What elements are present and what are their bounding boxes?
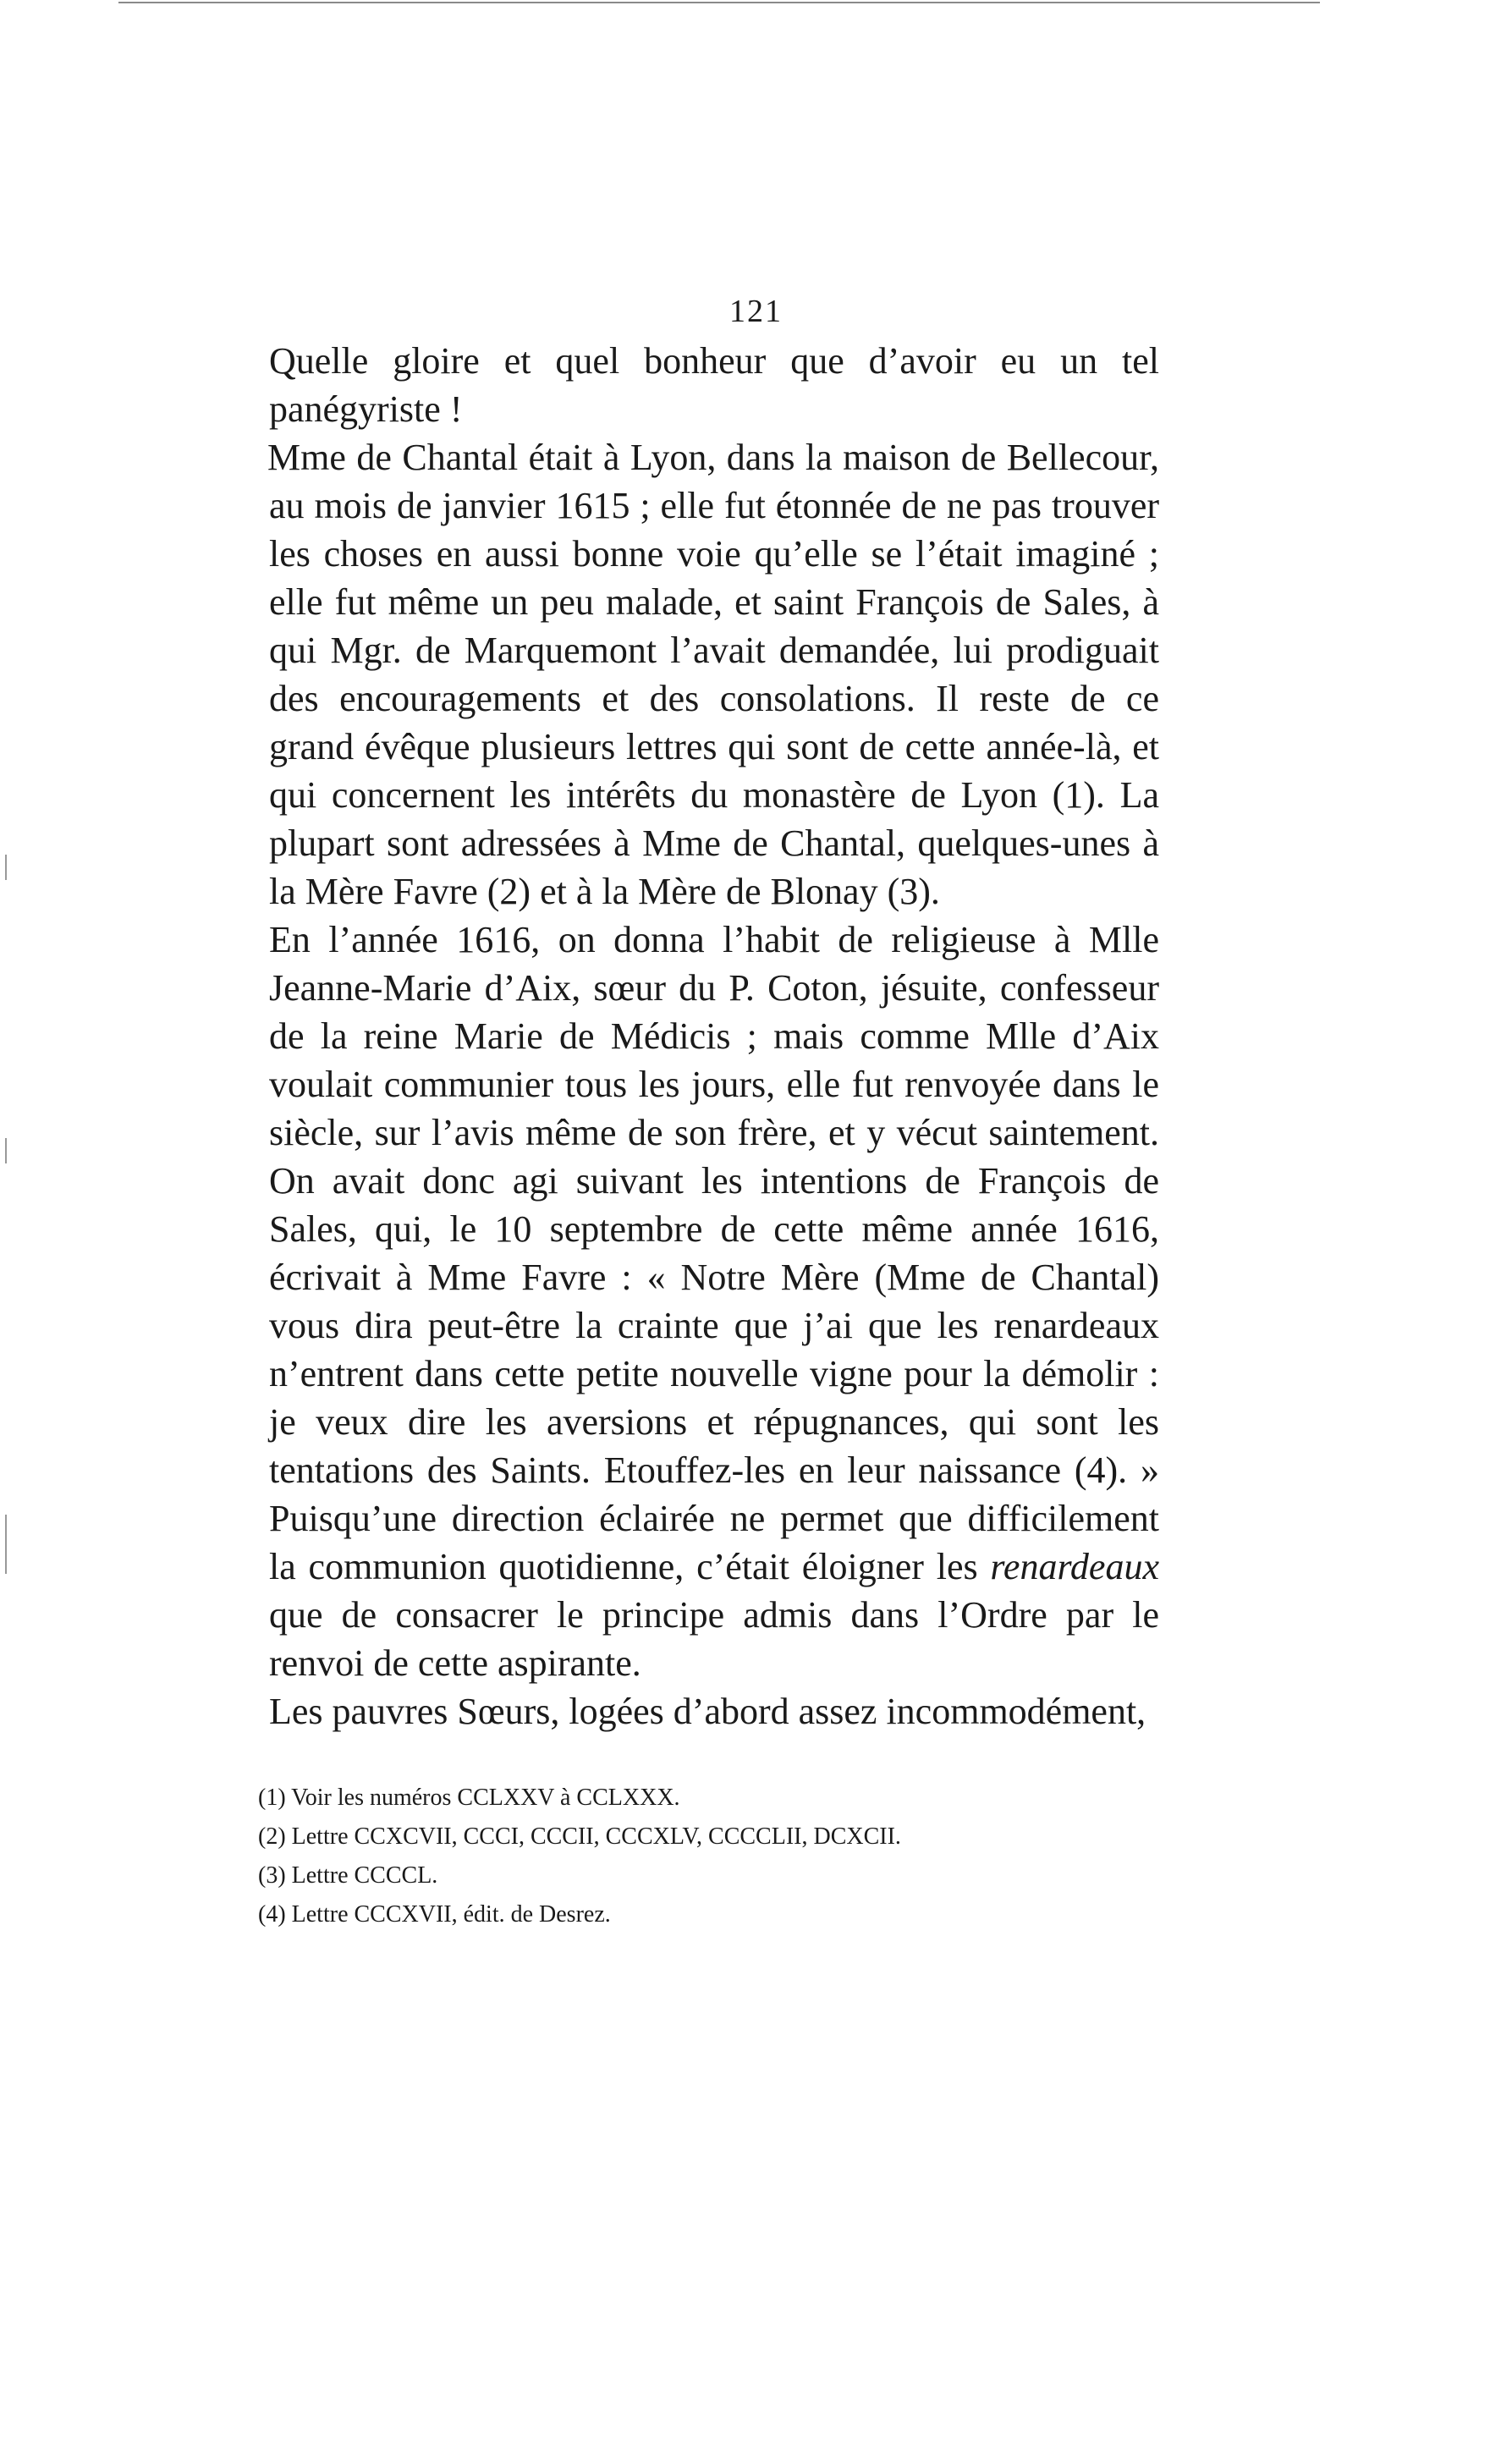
paragraph-3 <box>269 916 1159 1687</box>
paragraph-1: Quelle gloire et quel bonheur que d’avoir eu un tel panégyriste ! <box>269 340 1159 430</box>
paragraph-4: Les pauvres Sœurs, logées d’abord assez incommodément, <box>269 1691 1146 1732</box>
page-number: 121 <box>729 294 783 329</box>
paragraph-3-end: que de consacrer le principe admis dans l’Ordre par le renvoi de cette aspirante. <box>269 1594 1159 1684</box>
footnote-3: (3) Lettre CCCCL. <box>258 1862 438 1889</box>
footnotes <box>258 1779 1104 1934</box>
body-text <box>269 337 1159 1735</box>
paragraph-2: Mme de Chantal était à Lyon, dans la maison de Bellecour, au mois de janvier 1615 ; elle fut étonnée de ne pas trouver les choses en aussi bonne voie qu’elle se l’était imaginé ; elle fut même un peu malade, et saint François de Sales, à qui Mgr. de Marquemont l’avait demandée, lui prodiguait des encouragements et des consolations. Il reste de ce grand évêque plusieurs lettres qui sont de cette année-là, et qui concernent les intérêts du monastère de Lyon (1). La plupart sont adressées à Mme de Chantal, quelques-unes à la Mère Favre (2) et à la Mère de Blonay (3). <box>267 437 1159 912</box>
footnote-4: (4) Lettre CCCXVII, édit. de Desrez. <box>258 1901 611 1928</box>
margin-mark-1 <box>5 855 7 880</box>
italic-renardeaux: renardeaux <box>990 1546 1159 1587</box>
footnote-1: (1) Voir les numéros CCLXXV à CCLXXX. <box>258 1785 680 1811</box>
paragraph-3-text: En l’année 1616, on donna l’habit de religieuse à Mlle Jeanne-Marie d’Aix, sœur du P. Coton, jésuite, confesseur de la reine Marie de Médicis ; mais comme Mlle d’Aix voulait communier tous les jours, elle fut renvoyée dans le siècle, sur l’avis même de son frère, et y vécut saintement. On avait donc agi suivant les intentions de François de Sales, qui, le 10 septembre de cette même année 1616, écrivait à Mme Favre : « Notre Mère (Mme de Chantal) vous dira peut-être la crainte que j’ai que les renardeaux n’entrent dans cette petite nouvelle vigne pour la démolir : je veux dire les aversions et répugnances, qui sont les tentations des Saints. Etouffez-les en leur naissance (4). » Puisqu’une direction éclairée ne permet que difficilement la communion quotidienne, c’était éloigner les <box>269 919 1159 1587</box>
margin-mark-2 <box>5 1138 7 1163</box>
top-scan-rule <box>118 2 1320 3</box>
margin-mark-3 <box>5 1515 7 1574</box>
footnote-2: (2) Lettre CCXCVII, CCCI, CCCII, CCCXLV, CCCCLII, DCXCII. <box>258 1823 901 1850</box>
